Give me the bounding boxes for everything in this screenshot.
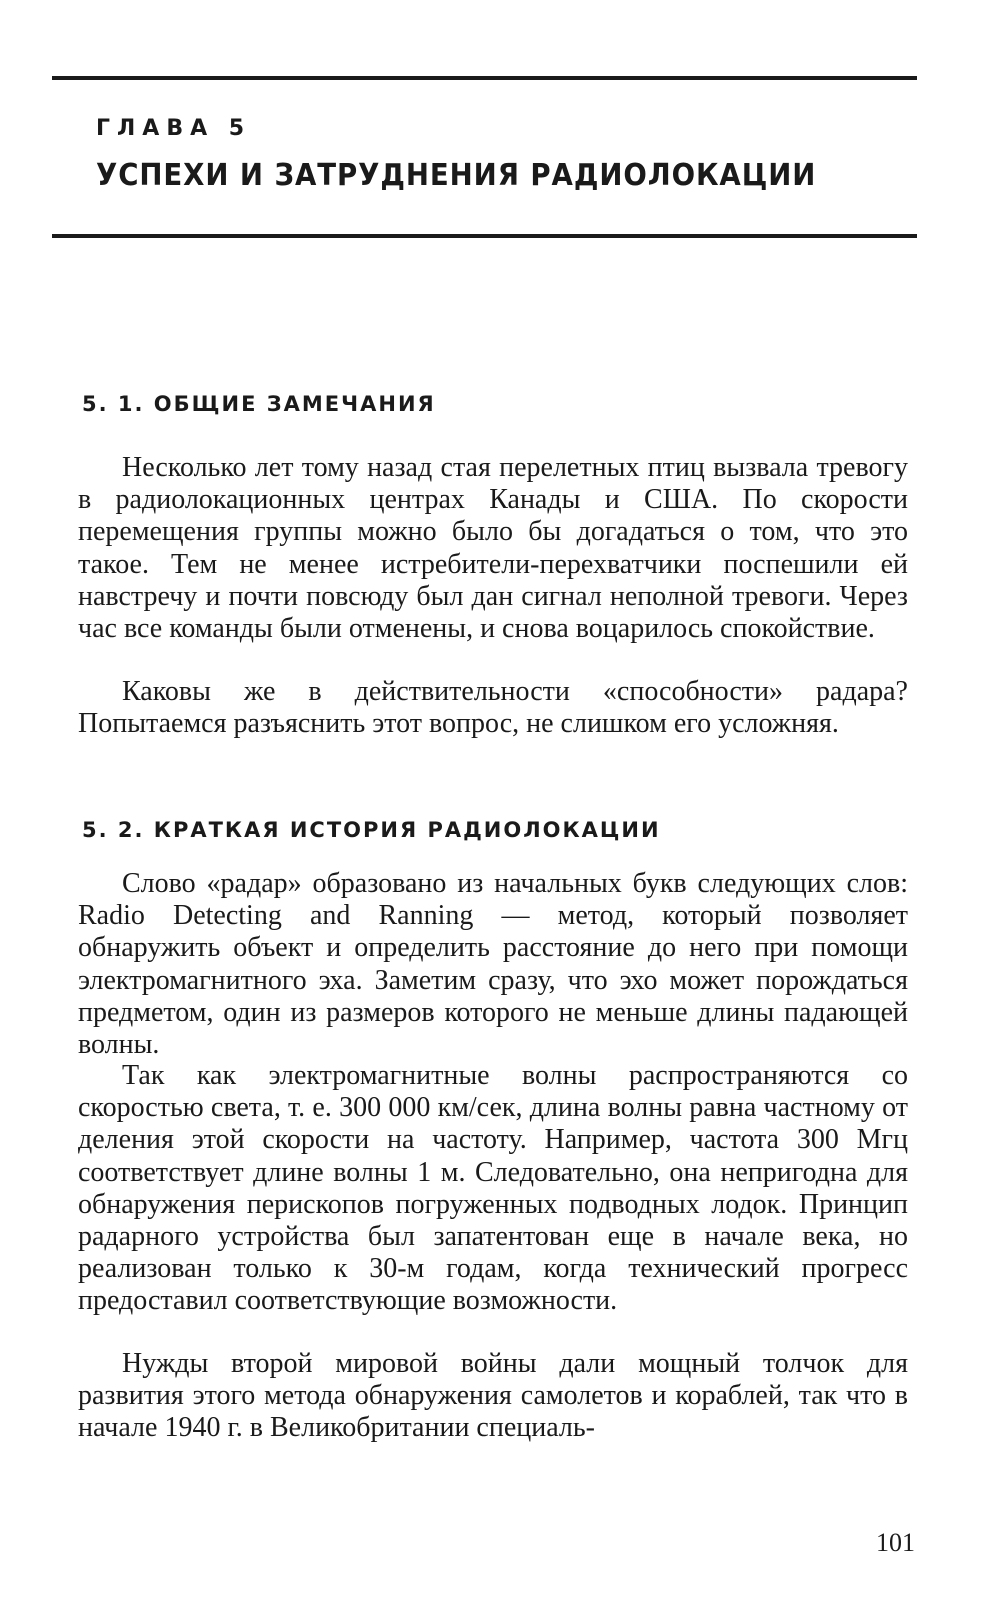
page-number: 101 <box>876 1528 915 1557</box>
chapter-label: ГЛАВА 5 <box>96 116 252 141</box>
bottom-rule <box>52 234 917 238</box>
paragraph: Так как электромагнитные волны распространяются со скоростью света, т. е. 300 000 км/сек, длина волны равна частному от деления этой скорости на частоту. Например, частота 300 Мгц соответствует длине волны 1 м. Следовательно, она непригодна для обнаружения перископов погруженных подводных лодок. Принцип радарного устройства был запатентован еще в начале века, но реализован только к 30-м годам, когда технический прогресс предоставил соответствующие возможности. <box>78 1060 908 1317</box>
paragraph: Нужды второй мировой войны дали мощный толчок для развития этого метода обнаружения самолетов и кораблей, так что в начале 1940 г. в Великобритании специаль- <box>78 1348 908 1444</box>
paragraph: Несколько лет тому назад стая перелетных птиц вызвала тревогу в радиолокационных центрах Канады и США. По скорости перемещения группы можно было бы догадаться о том, что это такое. Тем не менее истребители-перехватчики поспешили ей навстречу и почти повсюду был дан сигнал неполной тревоги. Через час все команды были отменены, и снова воцарилось спокойствие. <box>78 452 908 645</box>
section-heading: 5. 2. КРАТКАЯ ИСТОРИЯ РАДИОЛОКАЦИИ <box>82 818 661 842</box>
top-rule <box>52 76 917 80</box>
chapter-title: УСПЕХИ И ЗАТРУДНЕНИЯ РАДИОЛОКАЦИИ <box>96 158 817 193</box>
paragraph: Каковы же в действительности «способности» радара? Попытаемся разъяснить этот вопрос, не слишком его усложняя. <box>78 676 908 740</box>
section-heading: 5. 1. ОБЩИЕ ЗАМЕЧАНИЯ <box>82 392 436 416</box>
paragraph: Слово «радар» образовано из начальных букв следующих слов: Radio Detecting and Ranning — метод, который позволяет обнаружить объект и определить расстояние до него при помощи электромагнитного эха. Заметим сразу, что эхо может порождаться предметом, один из размеров которого не меньше длины падающей волны. <box>78 868 908 1061</box>
